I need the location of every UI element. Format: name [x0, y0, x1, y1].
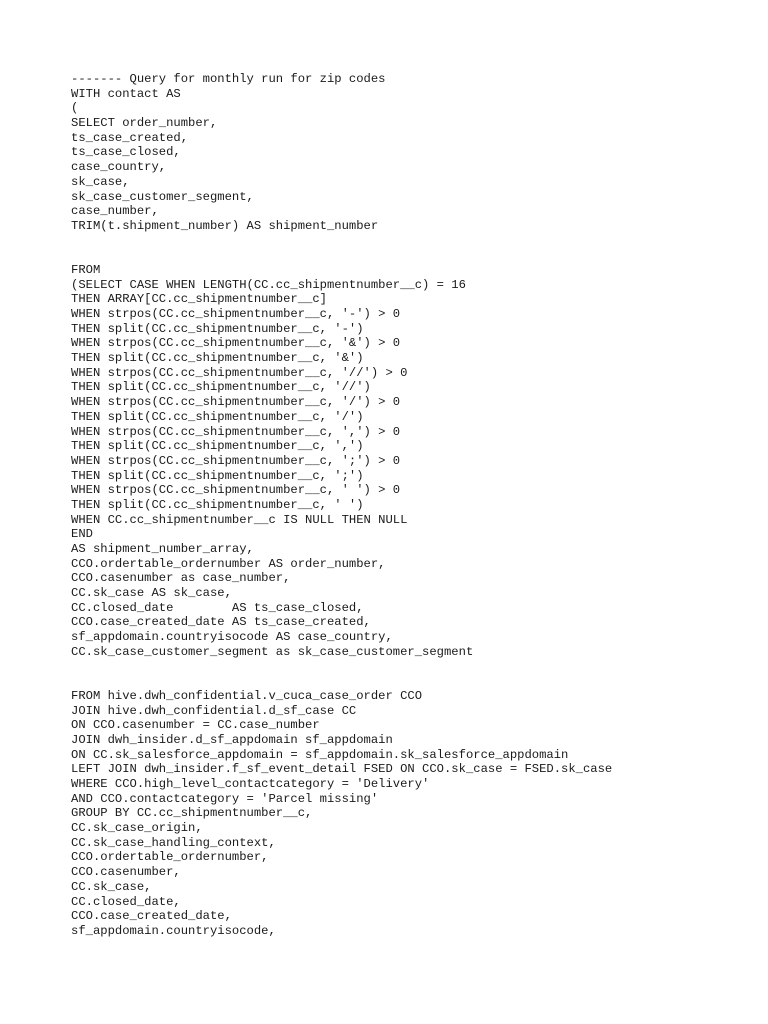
code-line: LEFT JOIN dwh_insider.f_sf_event_detail FSED ON CCO.sk_case = FSED.sk_case	[71, 762, 613, 777]
code-line: CC.sk_case AS sk_case,	[71, 586, 232, 601]
code-line: ts_case_created,	[71, 130, 189, 145]
code-line: JOIN hive.dwh_confidential.d_sf_case CC	[71, 703, 357, 718]
code-line: CC.closed_date,	[71, 894, 181, 909]
code-line: CC.closed_date AS ts_case_closed,	[71, 600, 364, 615]
code-line: sf_appdomain.countryisocode,	[71, 923, 276, 938]
code-line: THEN split(CC.cc_shipmentnumber__c, '//')	[71, 380, 371, 395]
code-line: sf_appdomain.countryisocode AS case_country,	[71, 630, 393, 645]
code-line: THEN split(CC.cc_shipmentnumber__c, ';')	[71, 468, 364, 483]
code-line: WHEN strpos(CC.cc_shipmentnumber__c, '&') > 0	[71, 336, 401, 351]
code-line: THEN split(CC.cc_shipmentnumber__c, '-')	[71, 321, 364, 336]
code-line: (SELECT CASE WHEN LENGTH(CC.cc_shipmentnumber__c) = 16	[71, 277, 466, 292]
code-line: ON CCO.casenumber = CC.case_number	[71, 718, 320, 733]
code-line: (	[71, 101, 79, 116]
code-line: WHEN strpos(CC.cc_shipmentnumber__c, '-') > 0	[71, 307, 401, 321]
code-line: case_number,	[71, 204, 159, 219]
code-line: GROUP BY CC.cc_shipmentnumber__c,	[71, 806, 313, 821]
code-line: JOIN dwh_insider.d_sf_appdomain sf_appdomain	[71, 732, 393, 747]
code-line: WHERE CCO.high_level_contactcategory = 'Delivery'	[71, 777, 430, 791]
code-line: ts_case_closed,	[71, 145, 181, 160]
code-line	[71, 660, 751, 675]
code-line: WHEN strpos(CC.cc_shipmentnumber__c, '//') > 0	[71, 365, 408, 380]
code-line: THEN split(CC.cc_shipmentnumber__c, '&')	[71, 351, 364, 366]
code-line: CCO.case_created_date AS ts_case_created,	[71, 615, 371, 630]
code-line: CCO.casenumber as case_number,	[71, 571, 291, 586]
code-line: SELECT order_number,	[71, 116, 218, 131]
code-line: WHEN strpos(CC.cc_shipmentnumber__c, ';') > 0	[71, 453, 401, 468]
code-line: ------- Query for monthly run for zip codes	[71, 72, 386, 86]
code-line: FROM hive.dwh_confidential.v_cuca_case_order CCO	[71, 688, 423, 703]
code-line: CC.sk_case_handling_context,	[71, 835, 276, 850]
code-line: CC.sk_case,	[71, 879, 152, 894]
code-line	[71, 674, 751, 689]
code-line: FROM	[71, 262, 101, 277]
code-line: TRIM(t.shipment_number) AS shipment_number	[71, 218, 379, 233]
code-line: WHEN CC.cc_shipmentnumber__c IS NULL THEN NULL	[71, 512, 408, 527]
code-line: CC.sk_case_origin,	[71, 821, 203, 836]
code-line: AND CCO.contactcategory = 'Parcel missing'	[71, 791, 379, 806]
code-line: THEN split(CC.cc_shipmentnumber__c, ',')	[71, 439, 364, 454]
code-line: case_country,	[71, 160, 167, 175]
code-line: WITH contact AS	[71, 86, 181, 101]
code-line: WHEN strpos(CC.cc_shipmentnumber__c, ' ') > 0	[71, 483, 401, 498]
code-line: ON CC.sk_salesforce_appdomain = sf_appdomain.sk_salesforce_appdomain	[71, 747, 569, 762]
code-line: CC.sk_case_customer_segment as sk_case_customer_segment	[71, 644, 474, 659]
code-line	[71, 234, 751, 249]
code-line: END	[71, 527, 93, 542]
code-line: THEN split(CC.cc_shipmentnumber__c, '/')	[71, 409, 364, 424]
code-line	[71, 248, 751, 263]
code-line: sk_case,	[71, 174, 130, 189]
sql-code-block	[71, 72, 751, 939]
code-line: WHEN strpos(CC.cc_shipmentnumber__c, '/') > 0	[71, 395, 401, 410]
code-line: THEN split(CC.cc_shipmentnumber__c, ' ')	[71, 497, 364, 512]
code-line: AS shipment_number_array,	[71, 542, 254, 556]
code-line: THEN ARRAY[CC.cc_shipmentnumber__c]	[71, 292, 327, 307]
code-line: sk_case_customer_segment,	[71, 189, 254, 204]
code-line: CCO.ordertable_ordernumber AS order_number,	[71, 556, 386, 571]
code-line: CCO.case_created_date,	[71, 909, 232, 924]
code-line: WHEN strpos(CC.cc_shipmentnumber__c, ',') > 0	[71, 424, 401, 439]
code-line: CCO.ordertable_ordernumber,	[71, 850, 269, 865]
code-line: CCO.casenumber,	[71, 865, 181, 880]
